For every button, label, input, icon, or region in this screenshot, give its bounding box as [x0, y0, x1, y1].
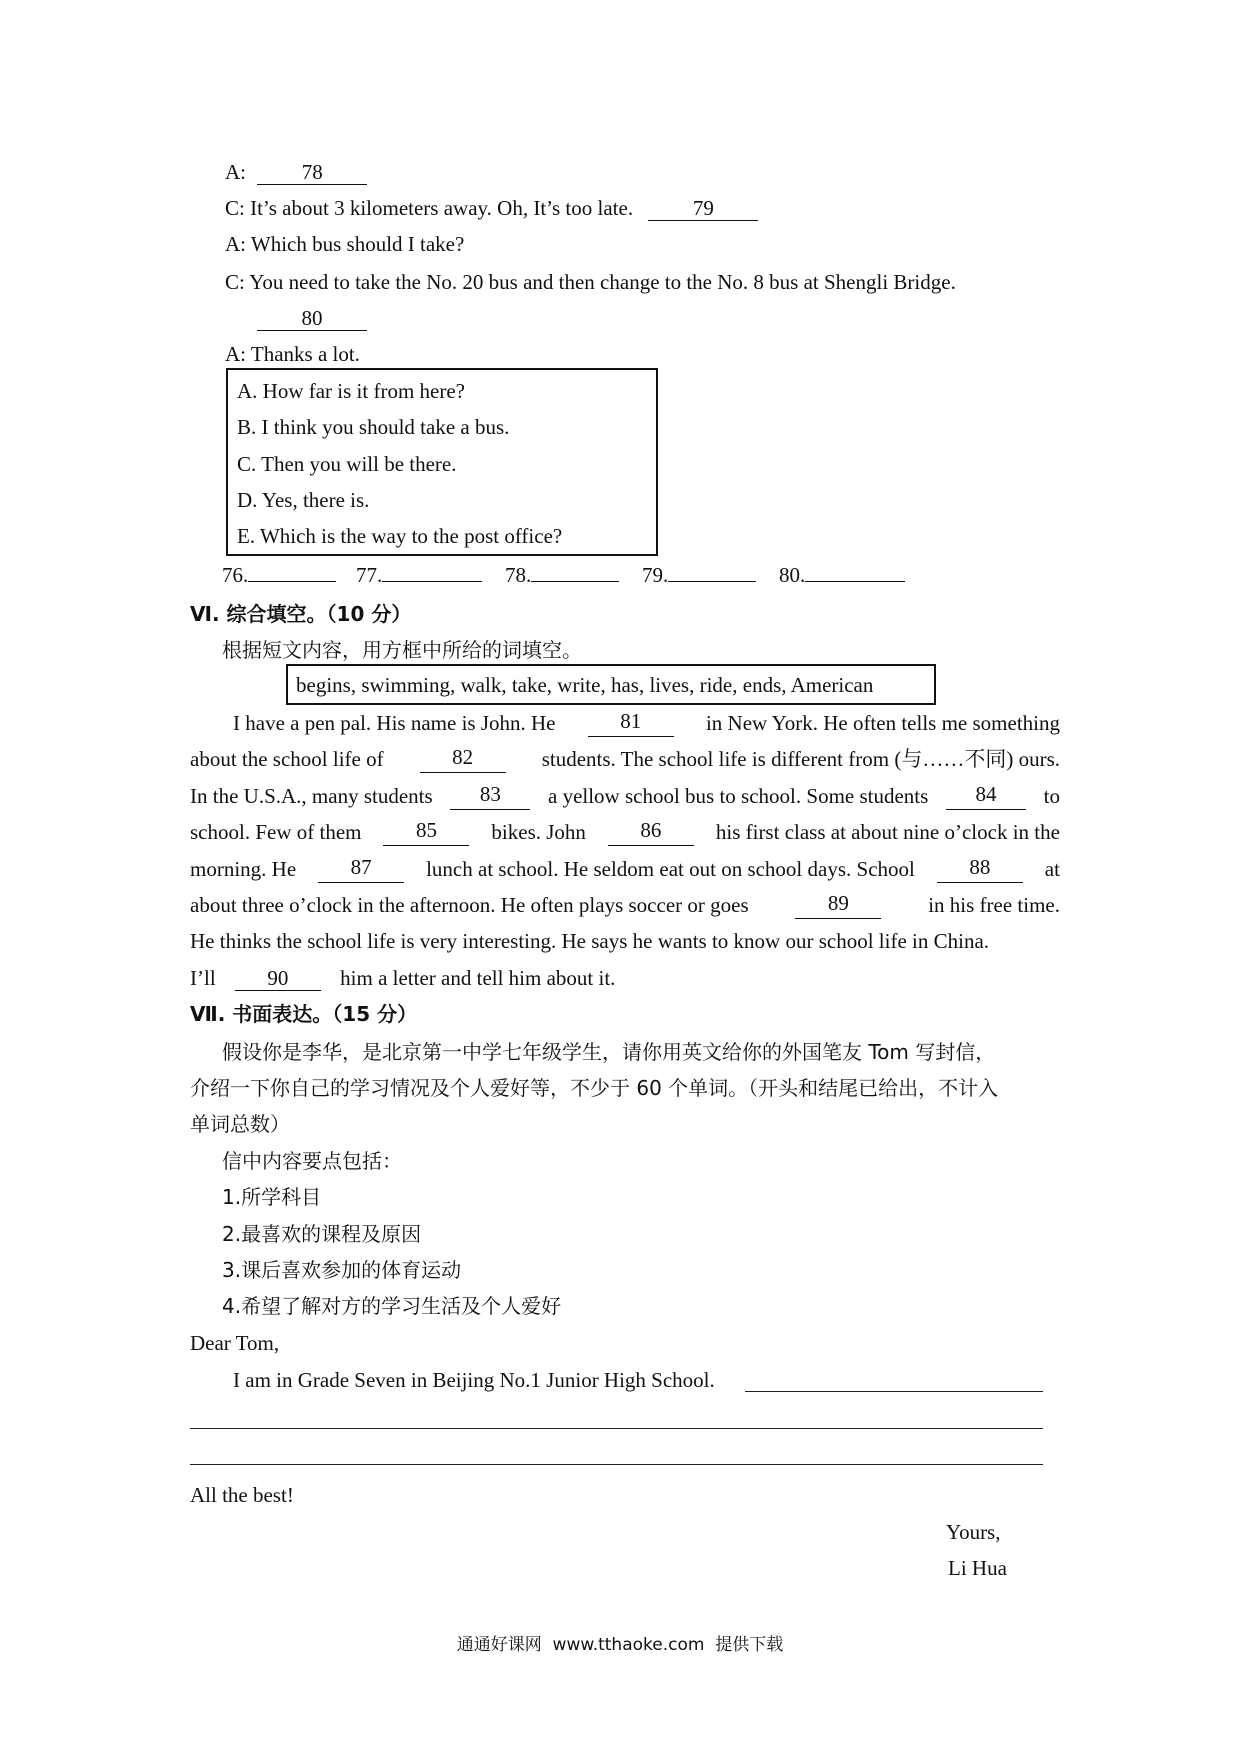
blank-78[interactable]: 78	[257, 160, 367, 185]
blank-87[interactable]: 87	[318, 855, 404, 883]
answer-blank-76[interactable]	[248, 581, 336, 582]
dialogue-text-79: C: It’s about 3 kilometers away. Oh, It’s too late.	[225, 196, 634, 220]
passage-line-2	[190, 745, 1060, 773]
answer-label: 78.	[505, 563, 532, 587]
letter-closing: All the best!	[190, 1483, 294, 1507]
blank-88[interactable]: 88	[937, 855, 1023, 883]
passage-text: him a letter and tell him about it.	[340, 966, 616, 990]
passage-line-5	[190, 855, 1060, 883]
passage-text: I have a pen pal. His name is John. He	[233, 711, 556, 735]
passage-text: about the school life of	[190, 747, 384, 771]
passage-text: school. Few of them	[190, 820, 362, 844]
answer-label: 77.	[356, 563, 383, 587]
passage-text: at	[1044, 857, 1060, 881]
blank-79[interactable]: 79	[648, 196, 758, 221]
blank-90[interactable]: 90	[235, 966, 321, 991]
passage-line-4	[190, 818, 1060, 846]
passage-text: In the U.S.A., many students	[190, 784, 433, 808]
blank-84[interactable]: 84	[946, 782, 1026, 810]
writing-prompt-line-1: 假设你是李华，是北京第一中学七年级学生，请你用英文给你的外国笔友 Tom 写封信，	[222, 1040, 996, 1064]
answer-blank-77[interactable]	[382, 581, 482, 582]
section-6-title: Ⅵ. 综合填空。（10 分）	[190, 602, 412, 626]
passage-line-3	[190, 782, 1060, 810]
passage-text: a yellow school bus to school. Some students	[548, 784, 929, 808]
option-d: D. Yes, there is.	[237, 488, 370, 512]
answer-blank-79[interactable]	[668, 581, 756, 582]
answer-blank-78[interactable]	[531, 581, 619, 582]
section-6-instruction: 根据短文内容，用方框中所给的词填空。	[222, 638, 582, 662]
passage-text: in his free time.	[928, 893, 1060, 917]
passage-text: morning. He	[190, 857, 297, 881]
answer-77	[356, 563, 482, 588]
point-4: 4.希望了解对方的学习生活及个人爱好	[222, 1294, 562, 1318]
section-7-title: Ⅶ. 书面表达。（15 分）	[190, 1002, 418, 1026]
passage-text: in New York. He often tells me something	[705, 711, 1060, 735]
passage-line-1	[233, 709, 1060, 737]
blank-85[interactable]: 85	[383, 818, 469, 846]
passage-text: lunch at school. He seldom eat out on school days. School	[426, 857, 915, 881]
dialogue-line-79	[225, 194, 758, 222]
passage-text: I’ll	[190, 966, 216, 990]
blank-83[interactable]: 83	[450, 782, 530, 810]
blank-86[interactable]: 86	[608, 818, 694, 846]
writing-prompt-line-3: 单词总数）	[190, 1112, 290, 1136]
option-c: C. Then you will be there.	[237, 452, 457, 476]
passage-text: bikes. John	[491, 820, 586, 844]
answer-79	[642, 563, 756, 588]
dialogue-line-bus-answer: C: You need to take the No. 20 bus and then change to the No. 8 bus at Shengli Bridge.	[225, 270, 956, 294]
option-e: E. Which is the way to the post office?	[237, 524, 563, 548]
answer-label: 80.	[779, 563, 806, 587]
passage-text: to	[1043, 784, 1060, 808]
blank-80[interactable]: 80	[257, 306, 367, 331]
writing-line-3[interactable]	[190, 1464, 1043, 1465]
passage-text: his first class at about nine o’clock in the	[715, 820, 1060, 844]
option-a: A. How far is it from here?	[237, 379, 466, 403]
blank-89[interactable]: 89	[795, 891, 881, 919]
passage-line-6	[190, 891, 1060, 919]
answer-blank-80[interactable]	[805, 581, 905, 582]
word-bank: begins, swimming, walk, take, write, has, lives, ride, ends, American	[296, 673, 874, 697]
point-2: 2.最喜欢的课程及原因	[222, 1222, 422, 1246]
answer-80	[779, 563, 905, 588]
passage-text: about three o’clock in the afternoon. He often plays soccer or goes	[190, 893, 749, 917]
passage-line-7	[190, 927, 1060, 955]
dialogue-line-78	[225, 158, 367, 186]
answer-label: 76.	[222, 563, 249, 587]
blank-82[interactable]: 82	[420, 745, 506, 773]
point-3: 3.课后喜欢参加的体育运动	[222, 1258, 462, 1282]
letter-signature: Li Hua	[948, 1556, 1007, 1580]
writing-line-2[interactable]	[190, 1428, 1043, 1429]
letter-greeting: Dear Tom,	[190, 1331, 280, 1355]
letter-yours: Yours,	[946, 1520, 1001, 1544]
passage-text: students. The school life is different from (与……不同) ours.	[541, 747, 1060, 771]
answer-76	[222, 563, 336, 588]
points-title: 信中内容要点包括：	[222, 1149, 402, 1173]
letter-first-sentence: I am in Grade Seven in Beijing No.1 Junior High School.	[233, 1368, 715, 1392]
option-b: B. I think you should take a bus.	[237, 415, 510, 439]
passage-text: He thinks the school life is very interesting. He says he wants to know our school life in China.	[190, 929, 990, 953]
answer-label: 79.	[642, 563, 669, 587]
dialogue-line-bus-question: A: Which bus should I take?	[225, 232, 465, 256]
answer-78	[505, 563, 619, 588]
passage-line-8	[190, 964, 615, 992]
dialogue-line-thanks: A: Thanks a lot.	[225, 342, 360, 366]
writing-prompt-line-2: 介绍一下你自己的学习情况及个人爱好等，不少于 60 个单词。（开头和结尾已给出，不计入	[190, 1076, 999, 1100]
blank-81[interactable]: 81	[588, 709, 674, 737]
page-footer: 通通好课网 www.tthaoke.com 提供下载	[456, 1635, 784, 1655]
writing-line-1[interactable]	[745, 1391, 1043, 1392]
speaker-a: A:	[225, 160, 246, 184]
point-1: 1.所学科目	[222, 1185, 322, 1209]
dialogue-line-80	[257, 304, 367, 332]
